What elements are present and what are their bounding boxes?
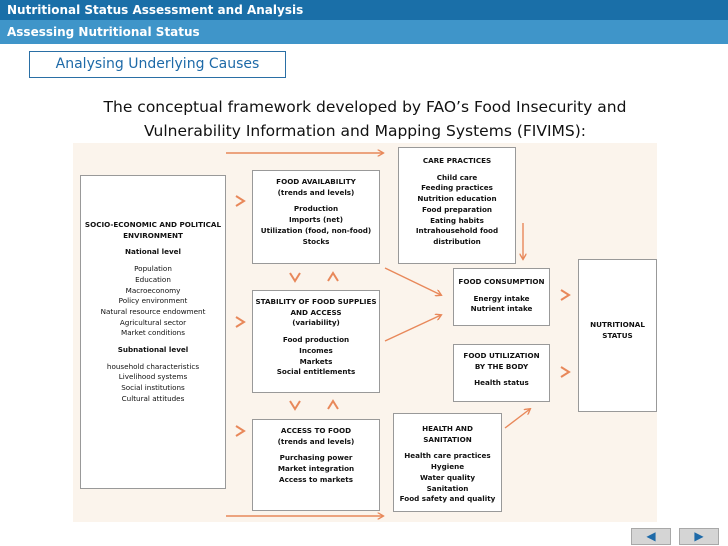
national-item: Market conditions: [121, 328, 185, 338]
food-utilization-box: [453, 344, 550, 402]
next-slide-button[interactable]: [679, 528, 719, 545]
care-item: Child care: [436, 172, 478, 182]
availability-item: Imports (net): [288, 215, 343, 225]
subnational-item: Social institutions: [121, 383, 185, 393]
health-item: Sanitation: [426, 483, 469, 493]
intro-line-1: The conceptual framework developed by FAO’s Food Insecurity and: [103, 98, 627, 116]
health-title-2: SANITATION: [423, 434, 472, 444]
access-title-1: ACCESS TO FOOD: [280, 426, 352, 435]
nutrition-title-1: NUTRITIONAL: [590, 320, 645, 329]
care-item: distribution: [433, 236, 481, 246]
availability-title-2: (trends and levels): [277, 187, 355, 197]
health-item: Food safety and quality: [399, 494, 496, 504]
national-level-label: National level: [125, 247, 181, 257]
health-item: Hygiene: [430, 462, 465, 472]
consumption-item: Nutrient intake: [470, 304, 533, 314]
health-item: Water quality: [419, 472, 476, 482]
availability-title-1: FOOD AVAILABILITY: [276, 177, 356, 186]
health-sanitation-box: [393, 413, 502, 512]
stability-item: Markets: [299, 356, 333, 366]
page-subtitle-bar: Assessing Nutritional Status: [0, 20, 728, 44]
stability-item: Incomes: [299, 345, 333, 355]
care-item: Eating habits: [430, 215, 484, 225]
chevron-availability-to-stability: [290, 273, 300, 281]
fivims-framework-diagram: [73, 143, 657, 522]
national-item: Education: [135, 274, 171, 284]
stability-food-supplies-box: [252, 290, 380, 393]
previous-slide-button[interactable]: [631, 528, 671, 545]
chevron-stability-to-availability: [328, 273, 338, 281]
chevron-socio-to-availability: [236, 196, 244, 206]
intro-line-2: Vulnerability Information and Mapping Systems (FIVIMS):: [143, 122, 587, 140]
consumption-item: Energy intake: [473, 293, 530, 303]
subnational-item: Cultural attitudes: [121, 393, 185, 403]
nutritional-status-box: [578, 259, 657, 412]
arrow-health-to-utilization: [505, 409, 530, 428]
utilization-title-2: BY THE BODY: [474, 361, 529, 371]
arrow-availability-to-consumption: [385, 268, 441, 295]
app-title-bar: Nutritional Status Assessment and Analysis: [0, 0, 728, 20]
triangle-left-icon: ◀: [646, 529, 656, 543]
availability-item: Utilization (food, non-food): [260, 225, 372, 235]
utilization-item: Health status: [474, 378, 529, 388]
intro-text: [30, 95, 700, 143]
arrow-stability-to-consumption: [385, 315, 441, 341]
stability-item: Social entitlements: [276, 367, 356, 377]
care-item: Nutrition education: [417, 194, 497, 204]
consumption-title: FOOD CONSUMPTION: [458, 277, 545, 286]
socio-title-2: ENVIRONMENT: [123, 230, 183, 240]
stability-title-3: (variability): [292, 318, 340, 328]
access-item: Access to markets: [279, 474, 353, 484]
chevron-socio-to-access: [236, 426, 244, 436]
food-availability-box: [252, 170, 380, 264]
access-item: Purchasing power: [279, 453, 353, 463]
nutrition-title-2: STATUS: [602, 330, 633, 340]
subnational-item: household characteristics: [106, 361, 200, 371]
utilization-title-1: FOOD UTILIZATION: [463, 351, 540, 360]
section-tab[interactable]: Analysing Underlying Causes: [29, 51, 286, 78]
stability-item: Food production: [282, 335, 350, 345]
national-item: Agricultural sector: [119, 317, 187, 327]
health-title-1: HEALTH AND: [422, 424, 473, 433]
socio-economic-environment-box: [80, 175, 226, 489]
national-item: Population: [134, 264, 172, 274]
stability-title-2: AND ACCESS: [290, 307, 342, 317]
access-to-food-box: [252, 419, 380, 511]
chevron-socio-to-stability: [236, 317, 244, 327]
access-title-2: (trends and levels): [277, 436, 355, 446]
chevron-consumption-to-nutrition: [561, 290, 569, 300]
chevron-stability-to-access: [290, 401, 300, 409]
health-item: Health care practices: [404, 451, 491, 461]
stability-title-1: STABILITY OF FOOD SUPPLIES: [255, 297, 377, 306]
chevron-access-to-stability: [328, 401, 338, 409]
access-item: Market integration: [277, 464, 355, 474]
care-item: Feeding practices: [421, 183, 493, 193]
care-item: Food preparation: [421, 204, 493, 214]
national-item: Macroeconomy: [125, 285, 181, 295]
subnational-level-label: Subnational level: [117, 345, 189, 355]
subnational-item: Livelihood systems: [118, 372, 188, 382]
care-title: CARE PRACTICES: [422, 156, 492, 165]
care-practices-box: [398, 147, 516, 264]
availability-item: Stocks: [302, 236, 330, 246]
national-item: Policy environment: [118, 296, 188, 306]
food-consumption-box: [453, 268, 550, 326]
chevron-utilization-to-nutrition: [561, 367, 569, 377]
availability-item: Production: [293, 204, 339, 214]
national-item: Natural resource endowment: [100, 306, 206, 316]
care-item: Intrahousehold food: [415, 226, 499, 236]
triangle-right-icon: ▶: [694, 529, 704, 543]
socio-title-1: SOCIO-ECONOMIC AND POLITICAL: [84, 220, 222, 229]
